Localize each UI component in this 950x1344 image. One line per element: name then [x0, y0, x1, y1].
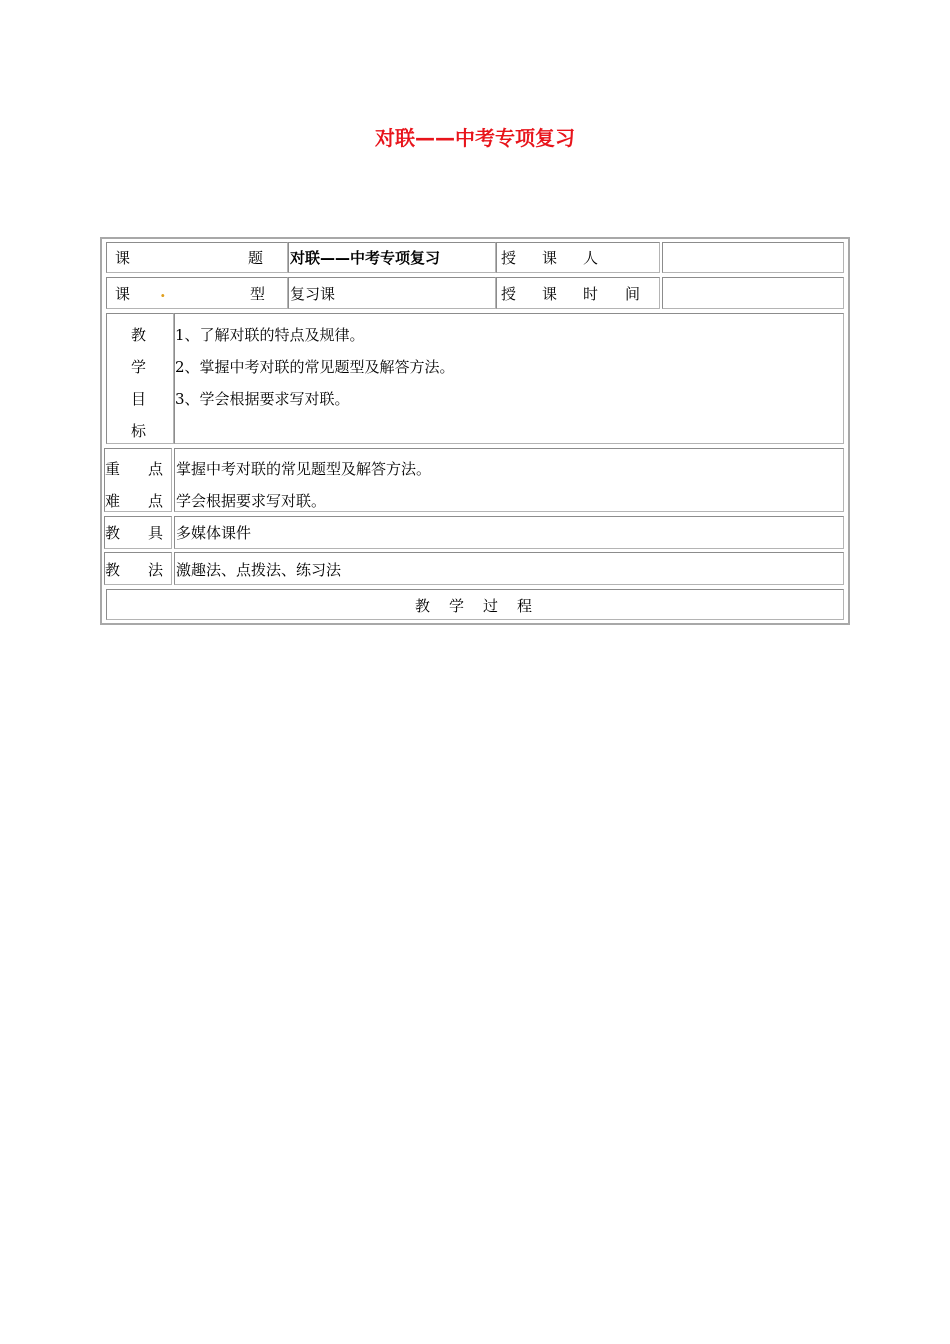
objectives-label-char-1: 教	[131, 326, 147, 344]
objectives-label-cell	[106, 313, 174, 444]
tools-label-char-1: 教	[105, 524, 121, 542]
objectives-label-char-2: 学	[131, 358, 147, 376]
methods-label-char-2: 法	[148, 561, 164, 579]
methods-value: 激趣法、点拨法、练习法	[176, 561, 342, 579]
lesson-plan-table	[100, 237, 850, 625]
topic-value: 对联——中考专项复习	[290, 249, 441, 267]
process-label-char-3: 过	[483, 597, 499, 615]
time-value-cell	[662, 277, 844, 309]
key-point-text: 掌握中考对联的常见题型及解答方法。	[176, 460, 432, 478]
time-label-char-3: 时	[583, 285, 599, 303]
objectives-label-char-4: 标	[131, 422, 147, 440]
teacher-label-char-1: 授	[501, 249, 517, 267]
tools-label-cell	[104, 516, 172, 549]
tools-label-char-2: 具	[148, 524, 164, 542]
methods-label-cell	[104, 552, 172, 585]
process-label-char-4: 程	[517, 597, 533, 615]
type-label-char-1: 课	[115, 285, 131, 303]
document-title: 对联——中考专项复习	[375, 126, 575, 150]
type-value: 复习课	[290, 285, 336, 303]
objective-item-1: 1、了解对联的特点及规律。	[175, 326, 365, 344]
type-label-char-2: 型	[250, 285, 266, 303]
difficult-point-text: 学会根据要求写对联。	[176, 492, 327, 510]
type-value-cell	[288, 277, 496, 309]
topic-label-cell	[106, 242, 288, 273]
teacher-value-cell	[662, 242, 844, 273]
stray-dot-mark: .	[160, 282, 166, 301]
key-points-label-cell	[104, 448, 172, 512]
time-label-char-4: 间	[625, 285, 641, 303]
time-label-char-2: 课	[542, 285, 558, 303]
process-header-cell	[106, 589, 844, 620]
key-points-content-cell	[174, 448, 844, 512]
objective-item-3: 3、学会根据要求写对联。	[175, 390, 350, 408]
topic-value-cell	[288, 242, 496, 273]
methods-content-cell	[174, 552, 844, 585]
objectives-content-cell	[174, 313, 844, 444]
tools-value: 多媒体课件	[176, 524, 252, 542]
teacher-label-cell	[496, 242, 660, 273]
methods-label-char-1: 教	[105, 561, 121, 579]
objective-item-2: 2、掌握中考对联的常见题型及解答方法。	[175, 358, 455, 376]
teacher-label-char-3: 人	[583, 249, 599, 267]
process-label-char-1: 教	[415, 597, 431, 615]
topic-label-char-1: 课	[115, 249, 131, 267]
key-point-label-char-1: 重	[105, 460, 121, 478]
time-label-cell	[496, 277, 660, 309]
teacher-label-char-2: 课	[542, 249, 558, 267]
objectives-label-char-3: 目	[131, 390, 147, 408]
process-label-char-2: 学	[449, 597, 465, 615]
key-point-label-char-2: 点	[148, 460, 164, 478]
topic-label-char-2: 题	[248, 249, 264, 267]
tools-content-cell	[174, 516, 844, 549]
difficult-point-label-char-1: 难	[105, 492, 121, 510]
type-label-cell	[106, 277, 288, 309]
time-label-char-1: 授	[501, 285, 517, 303]
difficult-point-label-char-2: 点	[148, 492, 164, 510]
